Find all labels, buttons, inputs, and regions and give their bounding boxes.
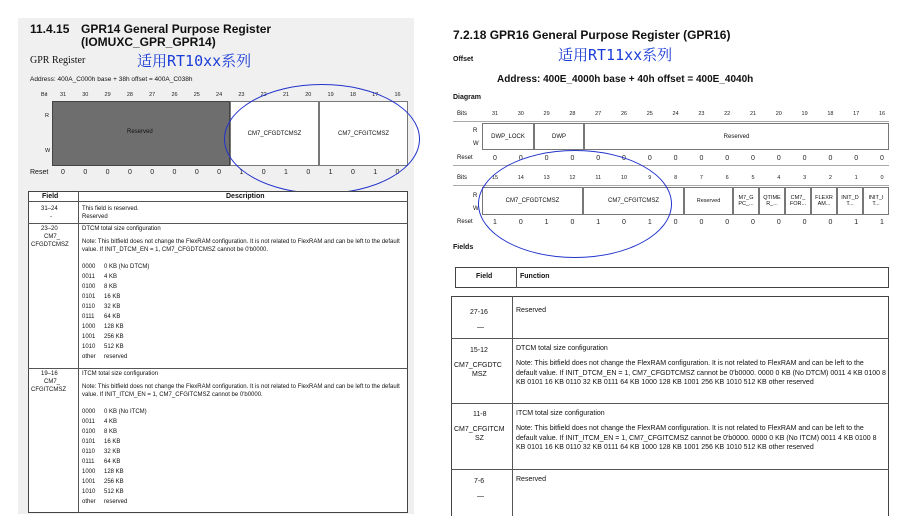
- right-th-function: Function: [520, 273, 550, 280]
- list-code: 1010: [82, 489, 96, 495]
- left-row2-field: 23–20: [41, 226, 58, 232]
- left-subheading: GPR Register: [30, 55, 86, 66]
- reset-value: 0: [570, 219, 575, 226]
- right-diagram-label: Diagram: [453, 94, 482, 101]
- reset-value: 0: [194, 169, 199, 176]
- bit-number: 25: [193, 92, 200, 98]
- bit-number: 17: [372, 92, 379, 98]
- bit-number: 29: [543, 111, 550, 117]
- right-row4-field: 7-6: [474, 478, 485, 485]
- bit-number: 15: [491, 175, 499, 181]
- reset-value: 0: [725, 219, 730, 226]
- bit-number: 29: [104, 92, 111, 98]
- right-field-dwp-lock: DWP_LOCK: [482, 123, 534, 150]
- bit-number: 0: [880, 175, 884, 181]
- right-field-cm7-cfgitcmsz: CM7_CFGITCMSZ: [583, 187, 684, 215]
- list-code: 1000: [82, 324, 96, 330]
- right-field-m7-gpc: M7_G PC_...: [733, 187, 759, 215]
- left-th-field: Field: [42, 193, 59, 200]
- reset-value: 0: [622, 155, 626, 162]
- bit-number: 19: [801, 111, 808, 117]
- right-th-field: Field: [476, 273, 493, 280]
- list-value: reserved: [104, 354, 128, 360]
- list-code: other: [82, 499, 96, 505]
- list-value: 512 KB: [104, 489, 124, 495]
- bit-number: 11: [595, 175, 602, 181]
- list-code: 0111: [82, 314, 95, 320]
- left-row3-title: ITCM total size configuration: [82, 371, 159, 377]
- right-field-table: [451, 296, 889, 516]
- bit-number: 13: [543, 175, 550, 181]
- left-th-description: Description: [226, 193, 265, 200]
- bit-number: 14: [517, 175, 524, 181]
- reset-value: 0: [217, 169, 222, 176]
- right-fields-label: Fields: [453, 244, 474, 251]
- right-address: Address: 400E_4000h base + 40h offset = 400E_4040h: [497, 74, 754, 85]
- reset-value: 0: [699, 155, 704, 162]
- bit-number: 10: [620, 175, 628, 181]
- reset-value: 1: [493, 219, 497, 226]
- right-row3-title: ITCM total size configuration: [516, 410, 605, 417]
- left-bit-label: Bit: [41, 92, 48, 98]
- left-chinese-annotation: 适用RT10xx系列: [137, 52, 252, 70]
- right-w-label-top: W: [473, 141, 479, 147]
- bit-number: 23: [238, 92, 245, 98]
- left-row1-desc2: Reserved: [82, 214, 108, 220]
- reset-value: 0: [725, 155, 730, 162]
- right-field-qtimer: QTIME R_...: [759, 187, 785, 215]
- left-heading-subtitle: (IOMUXC_GPR_GPR14): [81, 35, 216, 49]
- bit-number: 2: [828, 175, 832, 181]
- bit-number: 5: [751, 175, 755, 181]
- list-code: 0110: [82, 449, 95, 455]
- left-row1-desc1: This field is reserved.: [82, 206, 139, 212]
- reset-value: 0: [261, 169, 266, 176]
- right-chinese-annotation: 适用RT11xx系列: [558, 46, 673, 64]
- list-value: 32 KB: [104, 304, 121, 310]
- reset-value: 0: [673, 155, 678, 162]
- left-row2-title: DTCM total size configuration: [82, 226, 161, 232]
- bit-number: 1: [854, 175, 858, 181]
- bit-number: 22: [260, 92, 267, 98]
- right-field-cm7-cfgdtcmsz: CM7_CFGDTCMSZ: [482, 187, 583, 215]
- reset-value: 0: [828, 219, 833, 226]
- list-value: 64 KB: [104, 459, 121, 465]
- reset-value: 1: [373, 169, 378, 176]
- bit-number: 19: [327, 92, 334, 98]
- left-row3-note: Note: This bitfield does not change the FlexRAM configuration. It is not related to FlexRAM and can be left to the default value. If INIT_ITCM_EN = 1, CM7_CFGITCMSZ cannot be 0'b0000.: [82, 384, 400, 398]
- reset-value: 0: [596, 155, 601, 162]
- list-value: 16 KB: [104, 294, 121, 300]
- list-value: 4 KB: [104, 419, 118, 425]
- left-row2-note: Note: This bitfield does not change the FlexRAM configuration. It is not related to FlexRAM and can be left to the default value. If INIT_DTCM_EN = 1, CM7_CFGDTCMSZ cannot be 0'b0000.: [82, 239, 400, 253]
- bit-number: 25: [646, 111, 653, 117]
- bit-number: 28: [126, 92, 133, 98]
- right-row2-field2: CM7_CFGDTC: [454, 362, 502, 369]
- bit-number: 26: [620, 111, 628, 117]
- list-code: 1000: [82, 469, 96, 475]
- reset-value: 1: [854, 219, 859, 226]
- bit-number: 8: [674, 175, 678, 181]
- left-row2-field2: CM7_: [44, 234, 61, 240]
- reset-value: 0: [518, 155, 523, 162]
- reset-value: 0: [880, 155, 884, 162]
- right-r-label-bottom: R: [473, 193, 478, 199]
- reset-value: 0: [350, 169, 355, 176]
- list-code: 1001: [82, 479, 96, 485]
- reset-value: 1: [880, 219, 884, 226]
- reset-value: 0: [518, 219, 523, 226]
- right-field-flexram: FLEXR AM...: [811, 187, 837, 215]
- right-row2-field: 15-12: [470, 347, 488, 354]
- right-bits-label-bottom: Bits: [457, 175, 468, 181]
- right-reset-label-bottom: Reset: [457, 219, 473, 225]
- bit-number: 9: [648, 175, 652, 181]
- list-code: 0100: [82, 429, 96, 435]
- reset-value: 0: [61, 169, 65, 176]
- list-value: reserved: [104, 499, 128, 505]
- list-value: 0 KB (No ITCM): [104, 409, 147, 415]
- reset-value: 0: [699, 219, 704, 226]
- list-value: 4 KB: [104, 274, 118, 280]
- bit-number: 20: [305, 92, 312, 98]
- list-code: 0100: [82, 284, 96, 290]
- list-value: 16 KB: [104, 439, 121, 445]
- right-field-init-it: INIT_I T...: [863, 187, 889, 215]
- reset-value: 1: [596, 219, 601, 226]
- left-heading-number: 11.4.15: [30, 22, 70, 36]
- bit-number: 20: [775, 111, 782, 117]
- bit-number: 6: [725, 175, 729, 181]
- right-row4-desc: Reserved: [516, 476, 546, 483]
- right-bits-label-top: Bits: [457, 111, 468, 117]
- reset-value: 0: [570, 155, 575, 162]
- reset-value: 0: [647, 155, 652, 162]
- bit-number: 18: [827, 111, 834, 117]
- left-row3-field: 19–16: [41, 371, 58, 377]
- bit-number: 7: [699, 175, 703, 181]
- right-highlight-ellipse: [478, 150, 672, 258]
- left-r-label: R: [45, 113, 49, 119]
- right-row3-field2: CM7_CFGITCM: [454, 426, 505, 433]
- bit-number: 27: [149, 92, 156, 98]
- reset-value: 1: [239, 169, 244, 176]
- list-value: 128 KB: [104, 324, 124, 330]
- bit-number: 18: [349, 92, 356, 98]
- list-value: 32 KB: [104, 449, 121, 455]
- left-row3-field2: CM7_: [44, 379, 61, 385]
- left-w-label: W: [45, 148, 51, 154]
- bit-number: 30: [82, 92, 89, 98]
- reset-value: 0: [802, 219, 807, 226]
- list-code: 0111: [82, 459, 95, 465]
- right-w-label-bottom: W: [473, 206, 479, 212]
- list-code: 1010: [82, 344, 96, 350]
- list-value: 8 KB: [104, 429, 118, 435]
- list-value: 256 KB: [104, 479, 124, 485]
- reset-value: 0: [802, 155, 807, 162]
- list-value: 128 KB: [104, 469, 124, 475]
- reset-value: 0: [751, 155, 755, 162]
- right-row3-field: 11-8: [473, 411, 487, 418]
- reset-value: 0: [673, 219, 678, 226]
- reset-value: 0: [172, 169, 177, 176]
- left-address: Address: 400A_C000h base + 38h offset = 400A_C038h: [30, 76, 193, 83]
- list-code: 0101: [82, 439, 96, 445]
- bit-number: 31: [491, 111, 499, 117]
- right-offset-label: Offset: [453, 56, 474, 63]
- reset-value: 0: [622, 219, 626, 226]
- right-row1-field: 27-16: [470, 309, 488, 316]
- reset-value: 1: [544, 219, 549, 226]
- right-row3-note: Note: This bitfield does not change the FlexRAM configuration. It is not related to FlexRAM and can be left to the default value. If INIT_ITCM_EN = 1, CM7_CFGITCMSZ cannot be 0'b0000. 0000 0 KB (No ITCM) 0011 4 KB 0100 8 KB 0101 16 KB 0110 32 KB 0111 64 KB 1000 128 KB 1001 256 KB 1010 512 KB other reserved: [516, 425, 877, 451]
- reset-value: 1: [284, 169, 288, 176]
- left-reserved-label: Reserved: [127, 129, 153, 135]
- list-value: 8 KB: [104, 284, 118, 290]
- bit-number: 26: [171, 92, 178, 98]
- right-field-reserved-top: Reserved: [584, 123, 889, 150]
- right-field-cm7-for: CM7_ FOR...: [785, 187, 811, 215]
- right-field-reserved-bottom: Reserved: [684, 187, 733, 215]
- reset-value: 0: [751, 219, 755, 226]
- bit-number: 21: [282, 92, 290, 98]
- left-reset-label: Reset: [30, 169, 49, 176]
- bit-number: 12: [569, 175, 576, 181]
- list-value: 0 KB (No DTCM): [104, 264, 150, 270]
- bit-number: 16: [394, 92, 401, 98]
- bit-number: 23: [698, 111, 705, 117]
- list-code: 0101: [82, 294, 96, 300]
- right-field-dwp: DWP: [534, 123, 584, 150]
- reset-value: 0: [306, 169, 311, 176]
- reset-value: 0: [854, 155, 859, 162]
- reset-value: 0: [105, 169, 110, 176]
- list-code: other: [82, 354, 96, 360]
- right-reset-label-top: Reset: [457, 155, 473, 161]
- left-field-cm7-cfgitcmsz: CM7_CFGITCMSZ: [319, 101, 408, 166]
- left-highlight-ellipse: [224, 84, 420, 194]
- bit-number: 24: [216, 92, 223, 98]
- left-row3-field3: CFGITCMSZ: [31, 387, 66, 393]
- list-value: 512 KB: [104, 344, 124, 350]
- list-code: 0000: [82, 264, 96, 270]
- list-value: 256 KB: [104, 334, 124, 340]
- list-value: 64 KB: [104, 314, 121, 320]
- reset-value: 0: [828, 155, 833, 162]
- reset-value: 1: [328, 169, 333, 176]
- bit-number: 16: [878, 111, 886, 117]
- bit-number: 22: [724, 111, 731, 117]
- list-code: 0011: [82, 274, 95, 280]
- left-row1-field: 31–24: [41, 206, 58, 212]
- list-code: 0000: [82, 409, 96, 415]
- bit-number: 30: [517, 111, 524, 117]
- reset-value: 0: [83, 169, 88, 176]
- bit-number: 4: [777, 175, 781, 181]
- right-field-init-dt: INIT_D T...: [837, 187, 863, 215]
- reset-value: 0: [127, 169, 132, 176]
- right-row2-note: Note: This bitfield does not change the FlexRAM configuration. It is not related to FlexRAM and can be left to the default value. If INIT_DTCM_EN = 1, CM7_CFGDTCMSZ cannot be 0'b0000. 0000 0 KB (No DTCM) 0011 4 KB 0100 8 KB 0101 16 KB 0110 32 KB 0111 64 KB 1000 128 KB 1001 256 KB 1010 512 KB other reserved: [516, 360, 886, 386]
- list-code: 1001: [82, 334, 96, 340]
- bit-number: 31: [59, 92, 67, 98]
- left-heading-title: GPR14 General Purpose Register: [81, 22, 272, 36]
- right-row4-field2: —: [477, 493, 484, 500]
- right-row2-title: DTCM total size configuration: [516, 345, 608, 352]
- reset-value: 0: [493, 155, 497, 162]
- right-row1-desc: Reserved: [516, 307, 546, 314]
- bit-number: 3: [803, 175, 807, 181]
- reset-value: 0: [776, 155, 781, 162]
- left-field-cm7-cfgdtcmsz: CM7_CFGDTCMSZ: [230, 101, 319, 166]
- bit-number: 28: [569, 111, 576, 117]
- reset-value: 1: [647, 219, 652, 226]
- left-row1-field2: -: [50, 214, 52, 220]
- left-row2-field3: CFGDTCMSZ: [31, 242, 69, 248]
- bit-number: 24: [672, 111, 679, 117]
- reset-value: 0: [395, 169, 400, 176]
- right-row1-field2: —: [477, 324, 484, 331]
- right-r-label-top: R: [473, 128, 478, 134]
- right-row2-field3: MSZ: [472, 371, 487, 378]
- list-code: 0011: [82, 419, 95, 425]
- reset-value: 0: [150, 169, 155, 176]
- bit-number: 21: [749, 111, 757, 117]
- reset-value: 0: [776, 219, 781, 226]
- reset-value: 0: [544, 155, 549, 162]
- list-code: 0110: [82, 304, 95, 310]
- bit-number: 27: [595, 111, 602, 117]
- right-heading: 7.2.18 GPR16 General Purpose Register (GPR16): [453, 28, 731, 42]
- bit-number: 17: [853, 111, 860, 117]
- right-row3-field3: SZ: [475, 435, 484, 442]
